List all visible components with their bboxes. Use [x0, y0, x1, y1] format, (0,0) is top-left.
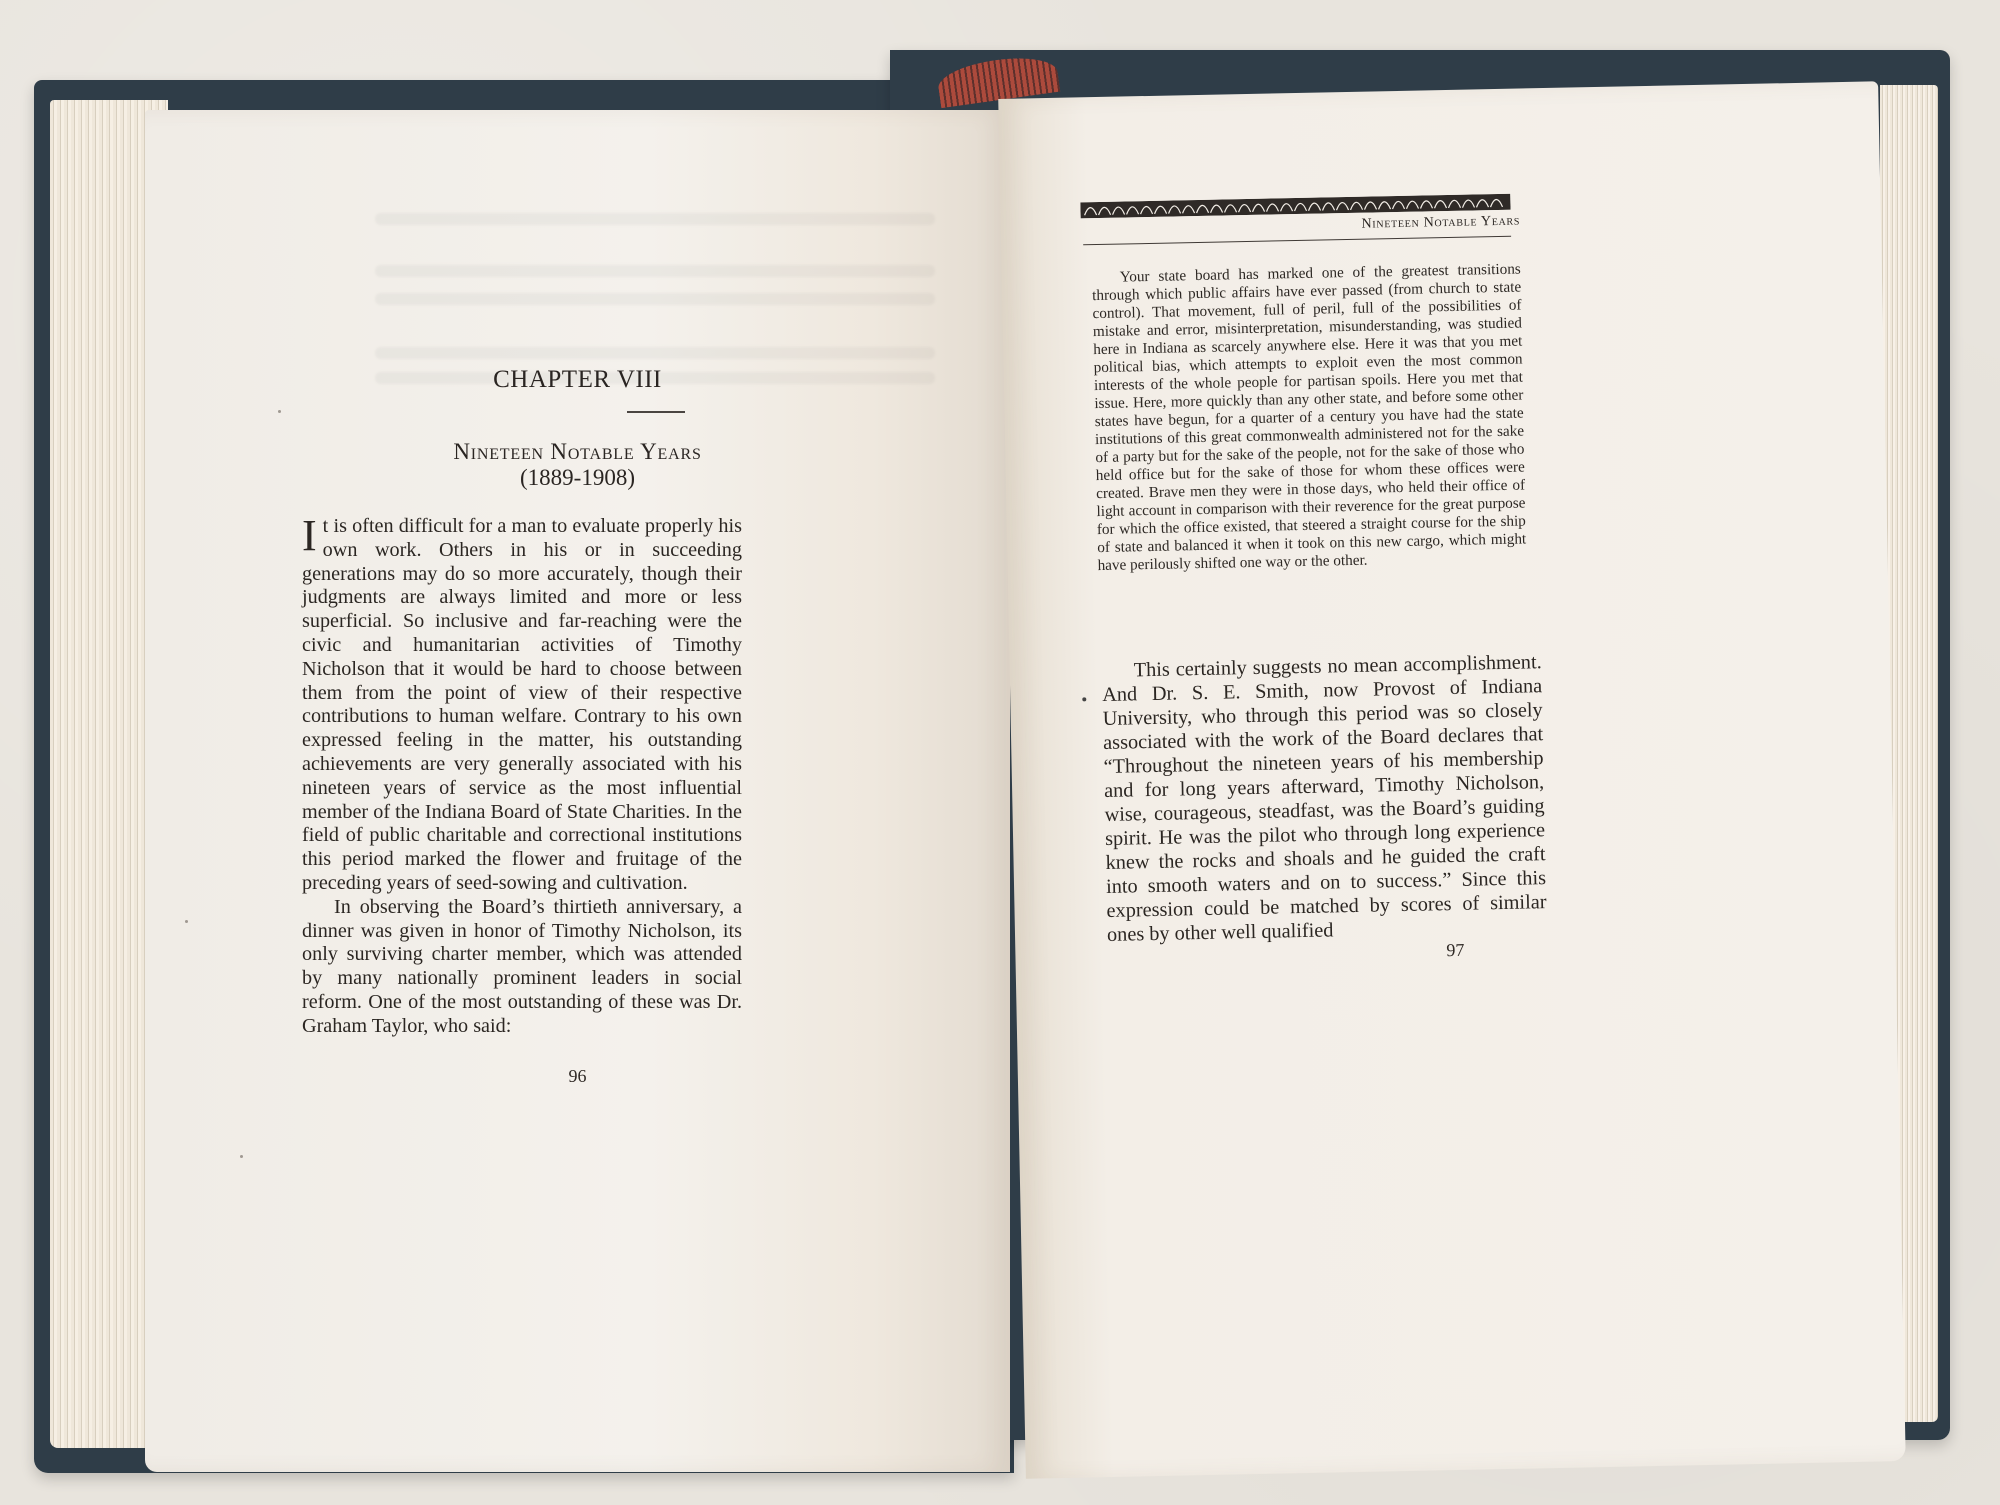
left-page-body [302, 511, 742, 1039]
paper-speck [185, 920, 188, 923]
opening-paragraph [302, 511, 742, 896]
paper-speck [240, 1155, 243, 1158]
left-page-number: 96 [568, 1066, 587, 1086]
chapter-title-rule [627, 411, 685, 413]
opening-paragraph-text: t is often difficult for a man to evaluate properly his own work. Others in his or in succeeding generations may do so more accurately, though their judgments are always limited and more or less superficial. So inclusive and far-reaching were the civic and humanitarian activities of Timothy Nicholson that it would be hard to choose between them from the point of view of their respective contributions to human welfare. Contrary to his own expressed feeling in the matter, his outstanding achievements are very generally associated with his nineteen years of service as the most influential member of the Indiana Board of State Charities. In the field of public charitable and correctional institutions this period marked the flower and fruitage of the preceding years of seed-sowing and cultivation. [302, 515, 742, 894]
show-through-line [375, 213, 935, 225]
show-through-line [375, 293, 935, 305]
right-page [998, 81, 1906, 1478]
chapter-dates: (1889-1908) [520, 465, 635, 490]
quoted-passage [1092, 261, 1527, 576]
pencil-mark [1082, 697, 1086, 701]
drop-cap: I [302, 511, 317, 560]
right-page-number: 97 [1446, 939, 1465, 961]
right-page-body [1102, 650, 1548, 947]
left-page [145, 110, 1010, 1472]
right-page-paragraph: This certainly suggests no mean accomplishment. And Dr. S. E. Smith, now Provost of Indiana University, who through this period was so closely associated with the work of the Board declares that “Throughout the nineteen years of his membership and for long years afterward, Timothy Nicholson, wise, courageous, steadfast, was the Board’s guiding spirit. He was the pilot who through long experience knew the rocks and shoals and he guided the craft into smooth waters and on to success.” Since this expression could be matched by scores of similar ones by other well qualified [1102, 651, 1547, 946]
paper-speck [278, 410, 281, 413]
running-head: Nineteen Notable Years [1361, 213, 1521, 232]
running-head-rule [1083, 236, 1511, 246]
show-through-line [375, 265, 935, 277]
show-through-line [375, 347, 935, 359]
second-paragraph: In observing the Board’s thirtieth anniversary, a dinner was given in honor of Timothy Nicholson, its only surviving charter member, which was attended by many nationally prominent leaders in social reform. One of the most outstanding of these was Dr. Graham Taylor, who said: [302, 895, 742, 1037]
chapter-title: Nineteen Notable Years [453, 439, 702, 464]
quoted-passage-text: Your state board has marked one of the greatest transitions through which public affairs have ever passed (from church to state control). That movement, full of peril, full of the possibilities of mistake and error, misinterpretation, misunderstanding, was studied here in Indiana as scarcely anywhere else. Here it was that you met political bias, which attempts to exploit even the most common interests of the whole people for partisan spoils. Here you met that issue. Here, more quickly than any other state, and before some other states have begun, for a quarter of a century you have had the state institutions of this great commonwealth administered not for the sake of a party but for the sake of the people, not for the sake of those who held office but for the sake of those for whom these offices were created. Brave men they were in those days, who held their office of light account in comparison with their reverence for the great purpose for which the office existed, that steered a straight course for the ship of state and balanced it when it took on this new cargo, which might have perilously shifted one way or the other. [1092, 260, 1527, 575]
chapter-label: CHAPTER VIII [493, 366, 662, 393]
